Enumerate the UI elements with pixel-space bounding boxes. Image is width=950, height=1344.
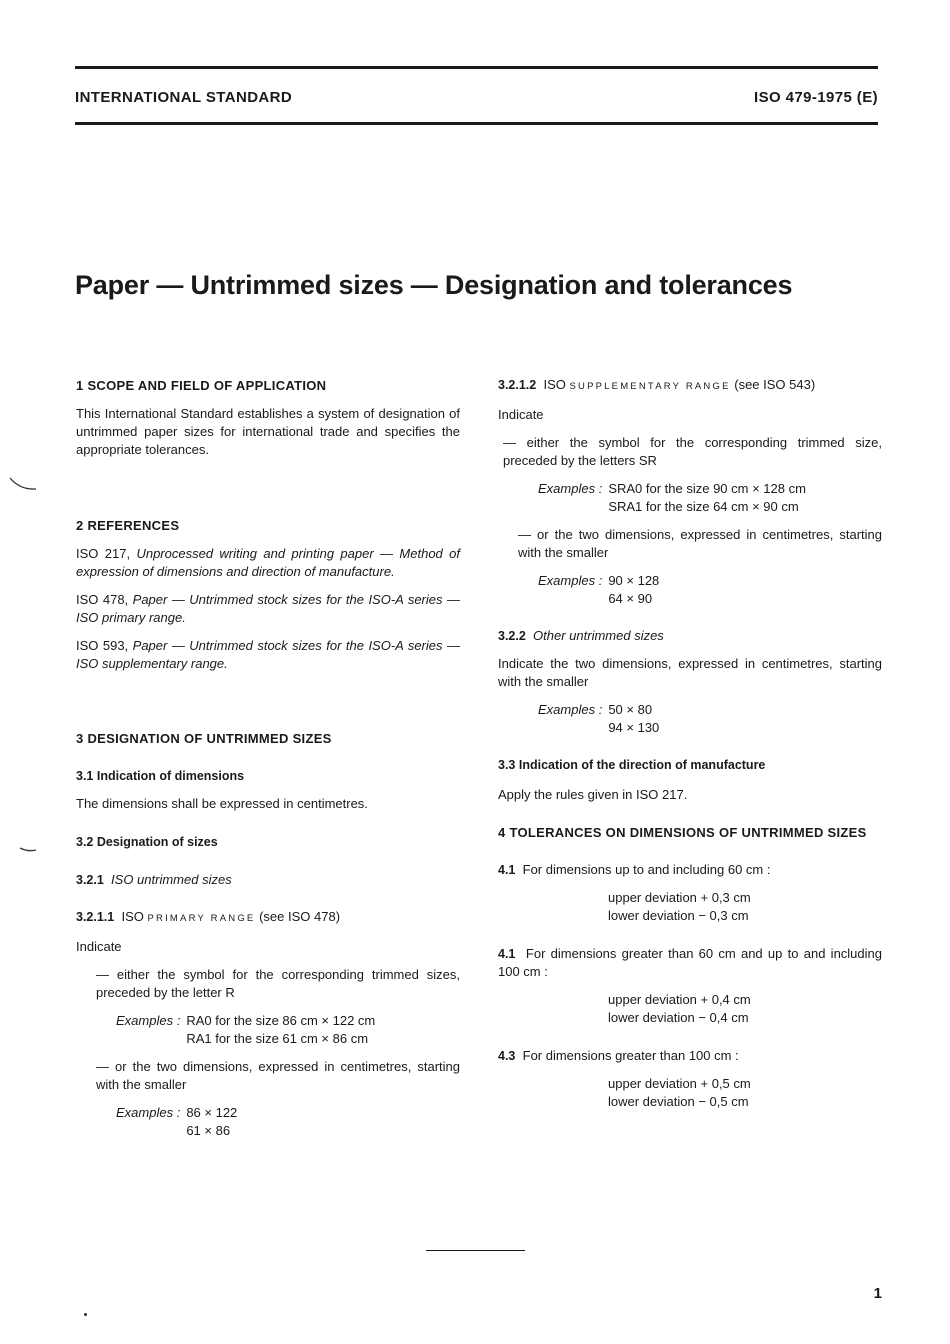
clause-prefix: ISO [121, 909, 144, 924]
examples-label: Examples : [116, 1013, 181, 1028]
clause-number: 4.1 [498, 863, 516, 877]
section-4-heading: 4 TOLERANCES ON DIMENSIONS OF UNTRIMMED SIZES [498, 825, 867, 840]
clause-number: 3.2.2 [498, 629, 526, 643]
example-line: 64 × 90 [608, 591, 653, 606]
examples-trimmed-symbols [498, 480, 882, 516]
section-1-text: This International Standard establishes a system of designation of untrimmed paper sizes for international trade and specifies the appropriate tolerances. [76, 406, 460, 457]
section-3-2-heading: 3.2 Designation of sizes [76, 835, 218, 849]
clause-number: 3.2.1.1 [76, 910, 115, 924]
example-line: RA0 for the size 86 cm × 122 cm [186, 1013, 376, 1028]
example-line: 61 × 86 [186, 1123, 231, 1138]
margin-mark-icon [18, 844, 38, 854]
clause-number: 3.2.1 [76, 873, 104, 887]
reference-code: ISO 217, [76, 546, 131, 561]
reference-iso-593 [76, 637, 460, 673]
example-line: SRA0 for the size 90 cm × 128 cm [608, 481, 806, 496]
scan-dot-icon [84, 1313, 87, 1316]
example-line: 90 × 128 [608, 573, 660, 588]
examples-trimmed-symbols [76, 1012, 460, 1048]
reference-iso-217 [76, 545, 460, 581]
examples-label: Examples : [538, 573, 603, 588]
clause-prefix: ISO [543, 377, 566, 392]
clause-text: For dimensions greater than 60 cm and up to and including 100 cm : [498, 946, 882, 979]
left-column [76, 377, 460, 1140]
clause-number: 3.2.1.2 [498, 378, 537, 392]
section-3-2-1-2-heading [498, 376, 882, 396]
indicate-label: Indicate [76, 939, 122, 954]
clause-title: ISO untrimmed sizes [111, 872, 232, 887]
clause-range-name: PRIMARY RANGE [147, 913, 256, 924]
tolerance-4-2-values [498, 991, 882, 1027]
clause-range-name: SUPPLEMENTARY RANGE [569, 381, 731, 392]
section-3-3-text: Apply the rules given in ISO 217. [498, 787, 688, 802]
page-number: 1 [873, 1285, 882, 1302]
clause-text: For dimensions up to and including 60 cm : [522, 862, 771, 877]
indicate-label: Indicate [498, 407, 544, 422]
clause-reference: (see ISO 478) [259, 909, 341, 924]
section-1-heading: 1 SCOPE AND FIELD OF APPLICATION [76, 378, 327, 393]
example-line: SRA1 for the size 64 cm × 90 cm [608, 499, 799, 514]
clause-number: 4.3 [498, 1049, 516, 1063]
clause-title: Other untrimmed sizes [533, 628, 664, 643]
upper-deviation: upper deviation + 0,5 cm [608, 1076, 751, 1091]
reference-title: Paper — Untrimmed stock sizes for the ISO-A series — ISO supplementary range. [76, 638, 460, 671]
upper-deviation: upper deviation + 0,3 cm [608, 890, 751, 905]
tolerance-4-1-text [498, 861, 882, 879]
tolerance-4-2-text [498, 945, 882, 981]
right-column [498, 376, 882, 1111]
section-3-2-2-text: Indicate the two dimensions, expressed in centimetres, starting with the smaller [498, 656, 882, 689]
examples-label: Examples : [116, 1105, 181, 1120]
section-3-2-2-heading [498, 627, 882, 645]
upper-deviation: upper deviation + 0,4 cm [608, 992, 751, 1007]
tolerance-4-3-text [498, 1047, 882, 1065]
standard-number: ISO 479-1975 (E) [754, 89, 878, 106]
either-option-text: — either the symbol for the corresponding trimmed sizes, preceded by the letter R [96, 967, 460, 1000]
reference-iso-478 [76, 591, 460, 627]
or-option-text: — or the two dimensions, expressed in centimetres, starting with the smaller [518, 527, 882, 560]
examples-dimensions [76, 1104, 460, 1140]
section-3-heading: 3 DESIGNATION OF UNTRIMMED SIZES [76, 731, 332, 746]
example-line: RA1 for the size 61 cm × 86 cm [186, 1031, 369, 1046]
reference-code: ISO 478, [76, 592, 129, 607]
margin-mark-icon [8, 474, 38, 494]
header-top-rule [75, 66, 878, 69]
examples-other-sizes [498, 701, 882, 737]
example-line: 50 × 80 [608, 702, 653, 717]
document-type: INTERNATIONAL STANDARD [75, 89, 293, 106]
example-line: 94 × 130 [608, 720, 660, 735]
section-3-1-heading: 3.1 Indication of dimensions [76, 769, 245, 783]
section-3-2-1-1-heading [76, 908, 460, 928]
examples-dimensions [498, 572, 882, 608]
header-bottom-rule [75, 122, 878, 125]
section-3-2-1-heading [76, 871, 460, 889]
section-3-1-text: The dimensions shall be expressed in centimetres. [76, 796, 368, 811]
example-line: 86 × 122 [186, 1105, 238, 1120]
examples-label: Examples : [538, 481, 603, 496]
clause-reference: (see ISO 543) [734, 377, 816, 392]
reference-title: Paper — Untrimmed stock sizes for the ISO-A series — ISO primary range. [76, 592, 460, 625]
clause-number: 4.1 [498, 947, 516, 961]
tolerance-4-3-values [498, 1075, 882, 1111]
lower-deviation: lower deviation − 0,3 cm [608, 908, 749, 923]
section-2-heading: 2 REFERENCES [76, 518, 180, 533]
reference-code: ISO 593, [76, 638, 129, 653]
or-option-text: — or the two dimensions, expressed in centimetres, starting with the smaller [96, 1059, 460, 1092]
clause-text: For dimensions greater than 100 cm : [522, 1048, 739, 1063]
tolerance-4-1-values [498, 889, 882, 925]
end-rule [426, 1250, 525, 1251]
reference-title: Unprocessed writing and printing paper — Method of expression of dimensions and direction of manufacture. [76, 546, 460, 579]
examples-label: Examples : [538, 702, 603, 717]
either-option-text: — either the symbol for the corresponding trimmed size, preceded by the letters SR [503, 435, 882, 468]
lower-deviation: lower deviation − 0,5 cm [608, 1094, 749, 1109]
page-title: Paper — Untrimmed sizes — Designation and tolerances [75, 270, 793, 300]
lower-deviation: lower deviation − 0,4 cm [608, 1010, 749, 1025]
section-3-3-heading: 3.3 Indication of the direction of manufacture [498, 758, 766, 772]
